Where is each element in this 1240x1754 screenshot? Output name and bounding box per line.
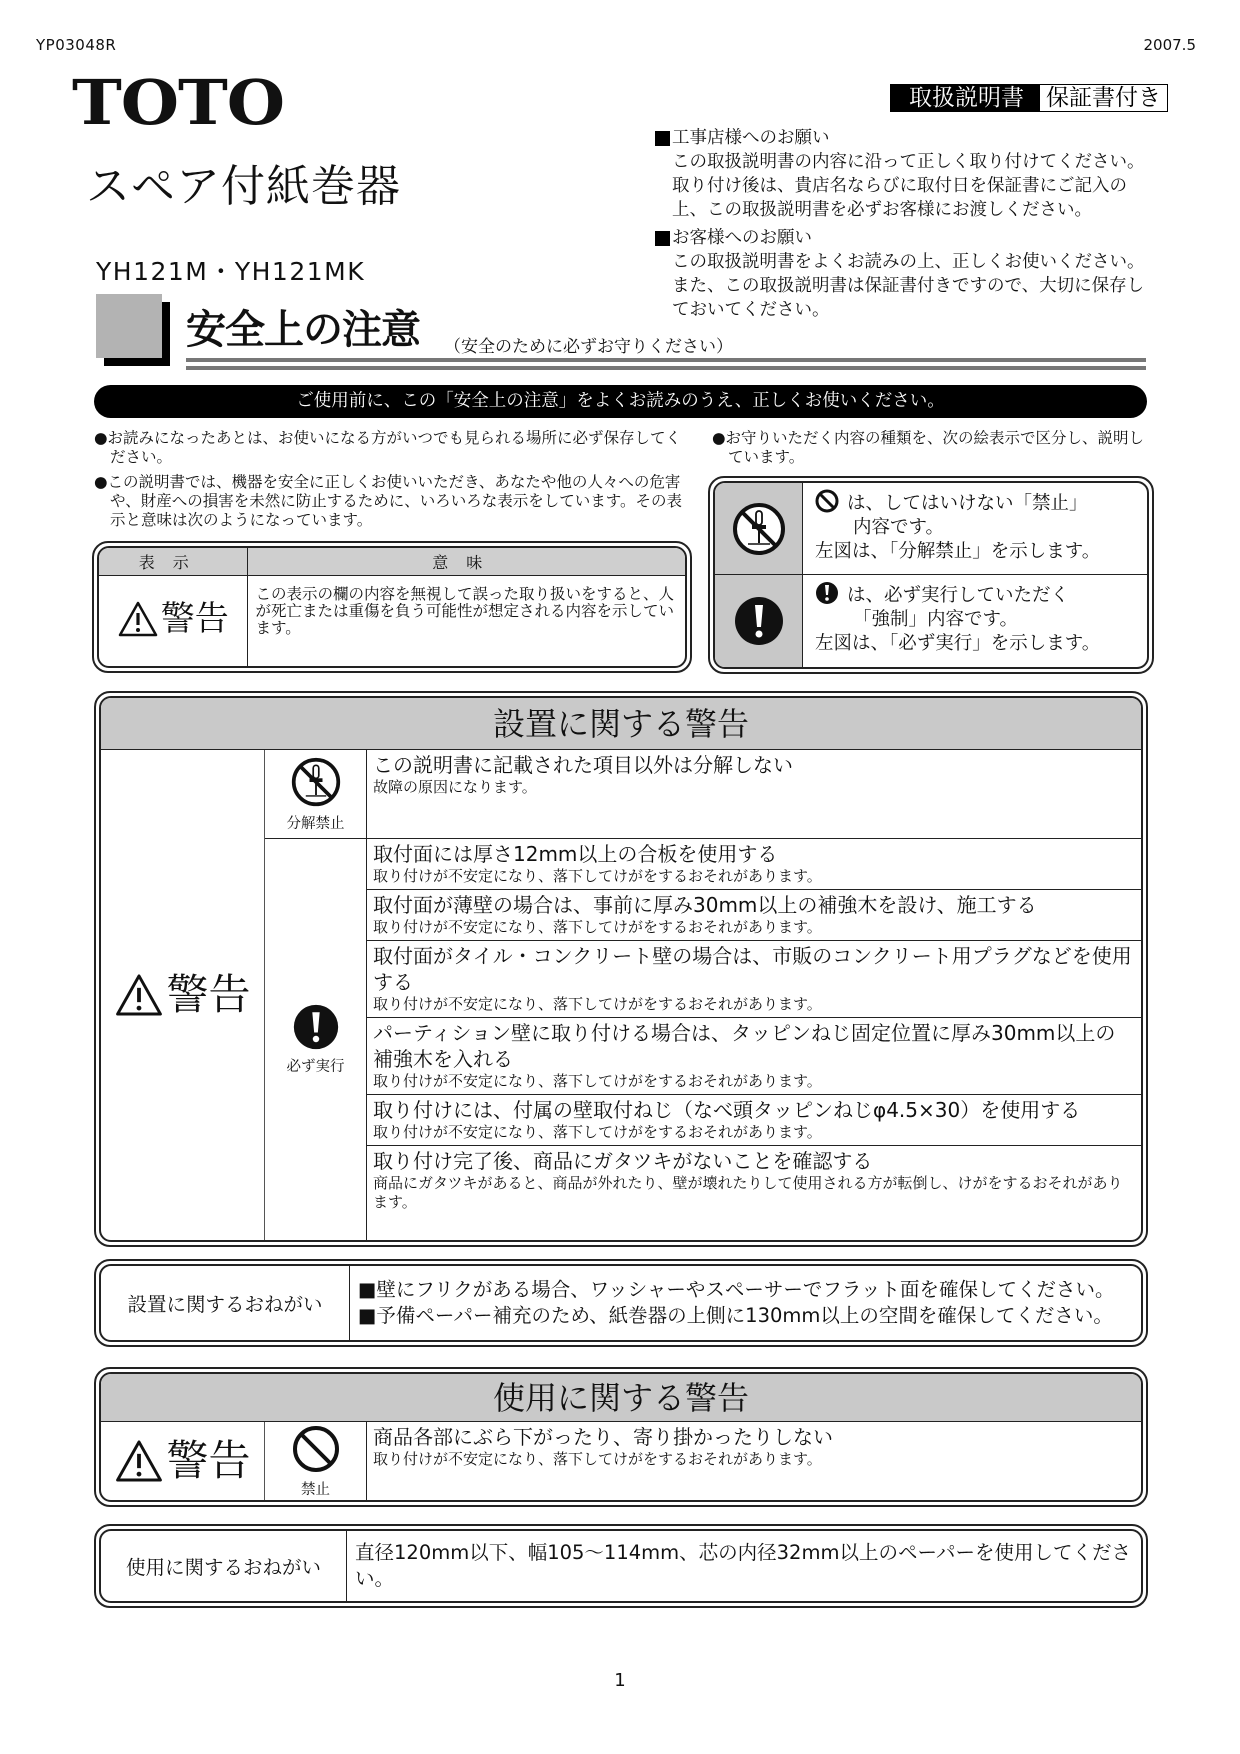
col-meaning: 意味 [247, 548, 685, 575]
icon-cell [715, 483, 803, 575]
notice-heading-installer: 工事店様へのお願い [655, 126, 1215, 150]
warning-label: 警告 [114, 972, 250, 1018]
manual-badge [890, 84, 1168, 112]
warning-item: 取付面がタイル・コンクリート壁の場合は、市販のコンクリート用プラグなどを使用する 取り付けが不安定になり、落下してけがをするおそれがあります。 [367, 941, 1141, 1018]
square-bullet-icon [655, 131, 670, 146]
brand-logo: TOTO [72, 66, 285, 139]
warning-group-disassembly [265, 750, 1141, 839]
safety-banner: ご使用前に、この「安全上の注意」をよくお読みのうえ、正しくお使いください。 [94, 385, 1147, 418]
legend-table [92, 541, 692, 673]
notice-body-installer: この取扱説明書の内容に沿って正しく取り付けてください。 取り付け後は、貴店名ならびに取付日を保証書にご記入の 上、この取扱説明書を必ずお客様にお渡しください。 [672, 152, 1145, 220]
icon-cell: 必ず実行 [265, 839, 367, 1240]
usage-warning-title: 使用に関する警告 [101, 1374, 1141, 1422]
document-code: YP03048R [36, 36, 117, 54]
warning-item: この説明書に記載された項目以外は分解しない 故障の原因になります。 [373, 753, 793, 796]
install-warning-box [94, 691, 1148, 1247]
usage-request-label: 使用に関するおねがい [101, 1531, 347, 1601]
warning-group-prohibition [265, 1422, 1141, 1500]
icon-legend-prohibition: は、してはいけない「禁止」 内容です。 左図は、「分解禁止」を示します。 [803, 483, 1147, 575]
document-date: 2007.5 [1143, 36, 1196, 54]
badge-manual: 取扱説明書 [890, 84, 1039, 112]
warning-group-mandatory [265, 839, 1141, 1240]
safety-bullets-right [712, 429, 1152, 467]
notice-heading-customer: お客様へのお願い [655, 226, 1215, 250]
safety-bullets-left [94, 429, 694, 536]
no-disassembly-icon [290, 756, 342, 808]
bullet-item: ●お読みになったあとは、お使いになる方がいつでも見られる場所に必ず保存してください。 [94, 429, 682, 466]
warning-item: 取り付けには、付属の壁取付ねじ（なべ頭タッピンねじφ4.5×30）を使用する 取り付けが不安定になり、落下してけがをするおそれがあります。 [367, 1095, 1141, 1146]
warning-triangle-icon [117, 600, 159, 638]
warning-item: 取付面には厚さ12mm以上の合板を使用する 取り付けが不安定になり、落下してけがをするおそれがあります。 [367, 839, 1141, 890]
warning-label: 警告 [114, 1438, 250, 1484]
safety-title: 安全上の注意 [186, 307, 420, 353]
usage-warning-box [94, 1367, 1148, 1507]
install-request-label: 設置に関するおねがい [101, 1266, 350, 1340]
icon-legend [708, 476, 1154, 674]
page-number: 1 [614, 1670, 626, 1691]
icon-cell: 禁止 [265, 1422, 367, 1500]
bullet-item: ●お守りいただく内容の種類を、次の絵表示で区分し、説明しています。 [712, 429, 1145, 466]
product-title: スペア付紙巻器 [86, 161, 401, 212]
no-disassembly-icon [731, 501, 787, 557]
mandatory-icon [815, 581, 839, 605]
legend-label-cell [99, 575, 247, 666]
rule-line [186, 358, 1146, 362]
badge-warranty: 保証書付き [1039, 84, 1168, 112]
col-display: 表示 [99, 548, 247, 575]
prohibition-icon [291, 1424, 341, 1474]
usage-request-text: 直径120mm以下、幅105〜114mm、芯の内径32mm以上のペーパーを使用してください。 [355, 1541, 1131, 1590]
warning-label-cell [101, 1422, 265, 1500]
install-request-box [94, 1259, 1148, 1347]
rule-line [186, 366, 1146, 370]
icon-cell: 分解禁止 [265, 750, 367, 838]
mandatory-icon [292, 1003, 340, 1051]
square-bullet-icon [655, 231, 670, 246]
warning-label-cell [101, 750, 265, 1240]
notices [655, 126, 1215, 322]
mandatory-icon [733, 595, 785, 647]
install-warning-title: 設置に関する警告 [101, 698, 1141, 750]
notice-body-customer: この取扱説明書をよくお読みの上、正しくお使いください。 また、この取扱説明書は保証書付きですので、大切に保存し ておいてください。 [672, 252, 1145, 320]
warning-item: 商品各部にぶら下がったり、寄り掛かったりしない 取り付けが不安定になり、落下してけがをするおそれがあります。 [373, 1425, 833, 1468]
warning-triangle-icon [114, 972, 164, 1018]
bullet-item: ●この説明書では、機器を安全に正しくお使いいただき、あなたや他の人々への危害や、財産への損害を未然に防止するために、いろいろな表示をしています。その表示と意味は次のようになっています。 [94, 473, 682, 529]
model-numbers: YH121M・YH121MK [96, 257, 366, 286]
heading-block [96, 294, 162, 358]
warning-label: 警告 [117, 600, 229, 638]
warning-triangle-icon [114, 1438, 164, 1484]
prohibition-icon [815, 489, 839, 513]
warning-item: パーティション壁に取り付ける場合は、タッピンねじ固定位置に厚み30mm以上の補強木を入れる 取り付けが不安定になり、落下してけがをするおそれがあります。 [367, 1018, 1141, 1095]
warning-item: 取付面が薄壁の場合は、事前に厚み30mm以上の補強木を設け、施工する 取り付けが不安定になり、落下してけがをするおそれがあります。 [367, 890, 1141, 941]
warning-item: 取り付け完了後、商品にガタツキがないことを確認する 商品にガタツキがあると、商品が外れたり、壁が壊れたりして使用される方が転倒し、けがをするおそれがあります。 [373, 1149, 1123, 1211]
icon-legend-mandatory: は、必ず実行していただく 「強制」内容です。 左図は、「必ず実行」を示します。 [803, 575, 1147, 667]
safety-subtitle: （安全のために必ずお守りください） [444, 337, 733, 357]
install-request-text: ■壁にフリクがある場合、ワッシャーやスペーサーでフラット面を確保してください。 ■予備ペーパー補充のため、紙巻器の上側に130mm以上の空間を確保してください。 [358, 1278, 1115, 1327]
icon-cell [715, 575, 803, 667]
usage-request-box [94, 1524, 1148, 1608]
legend-text-cell: この表示の欄の内容を無視して誤った取り扱いをすると、人が死亡または重傷を負う可能性が想定される内容を示しています。 [247, 575, 685, 666]
